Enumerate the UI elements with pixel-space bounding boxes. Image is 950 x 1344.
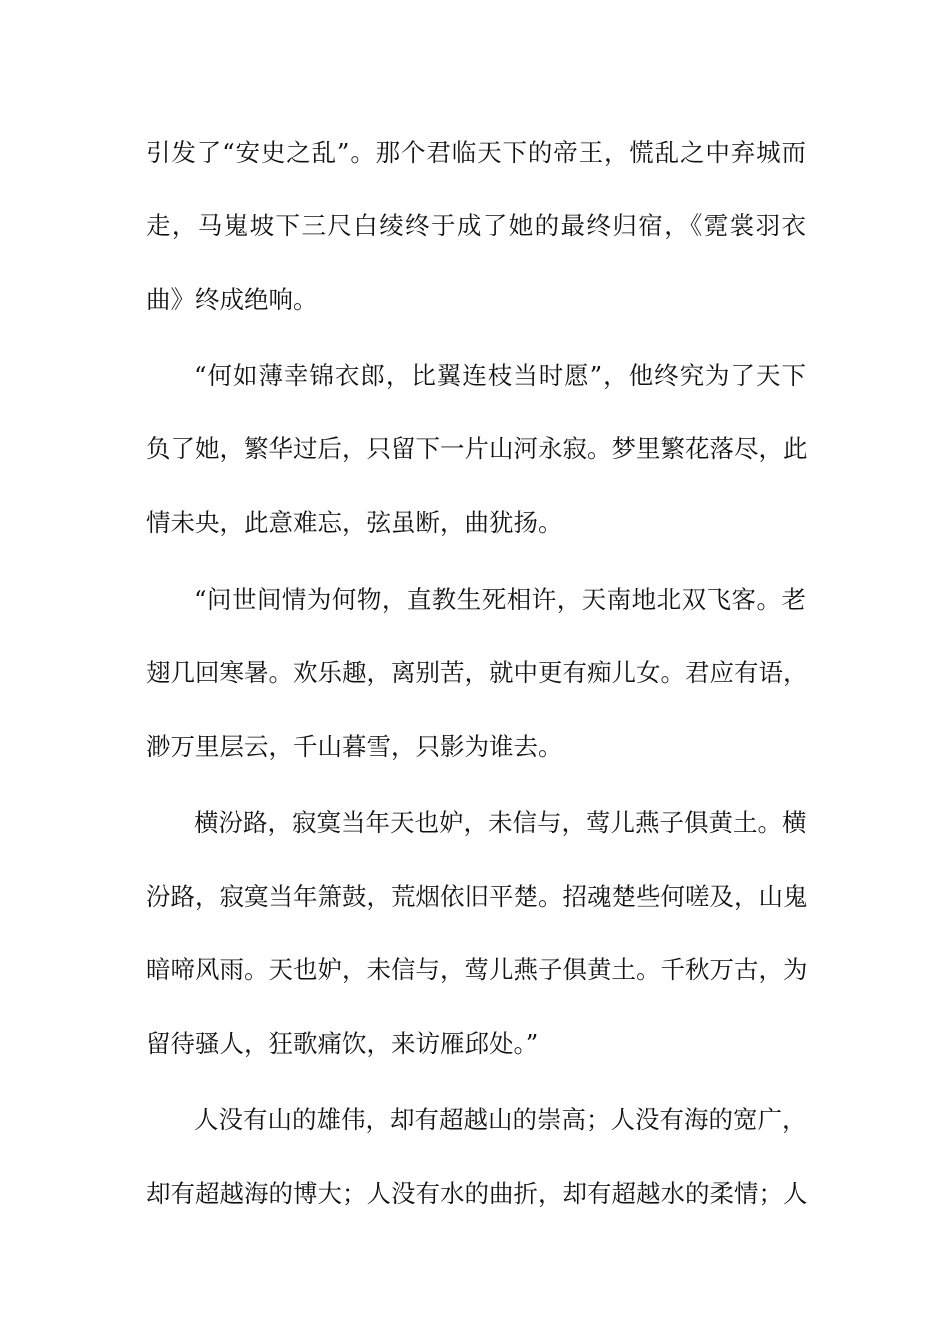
text-line: 翅几回寒暑。欢乐趣，离别苦，就中更有痴儿女。君应有语， — [146, 658, 808, 687]
text-line: 情未央，此意难忘，弦虽断，曲犹扬。 — [146, 508, 563, 537]
text-line: 曲》终成绝响。 — [146, 285, 318, 314]
text-line: 渺万里层云，千山暮雪，只影为谁去。 — [146, 732, 563, 761]
text-line: 却有超越海的博大；人没有水的曲折，却有超越水的柔情；人 — [146, 1179, 808, 1208]
text-line: 人没有山的雄伟，却有超越山的崇高；人没有海的宽广， — [194, 1105, 807, 1134]
text-line: 汾路，寂寞当年箫鼓，荒烟依旧平楚。招魂楚些何嗟及，山鬼 — [146, 882, 808, 911]
text-line: 引发了“安史之乱”。那个君临天下的帝王，慌乱之中弃城而 — [146, 138, 806, 167]
text-line: 暗啼风雨。天也妒，未信与，莺儿燕子俱黄土。千秋万古，为 — [146, 955, 808, 984]
text-line: “问世间情为何物，直教生死相许，天南地北双飞客。老 — [194, 585, 806, 614]
text-line: “何如薄幸锦衣郎，比翼连枝当时愿”，他终究为了天下 — [194, 361, 806, 390]
text-line: 留待骚人，狂歌痛饮，来访雁邱处。” — [146, 1029, 539, 1058]
text-line: 横汾路，寂寞当年天也妒，未信与，莺儿燕子俱黄土。横 — [194, 808, 807, 837]
text-line: 走，马嵬坡下三尺白绫终于成了她的最终归宿，《霓裳羽衣 — [146, 211, 806, 240]
text-line: 负了她，繁华过后，只留下一片山河永寂。梦里繁花落尽，此 — [146, 434, 808, 463]
